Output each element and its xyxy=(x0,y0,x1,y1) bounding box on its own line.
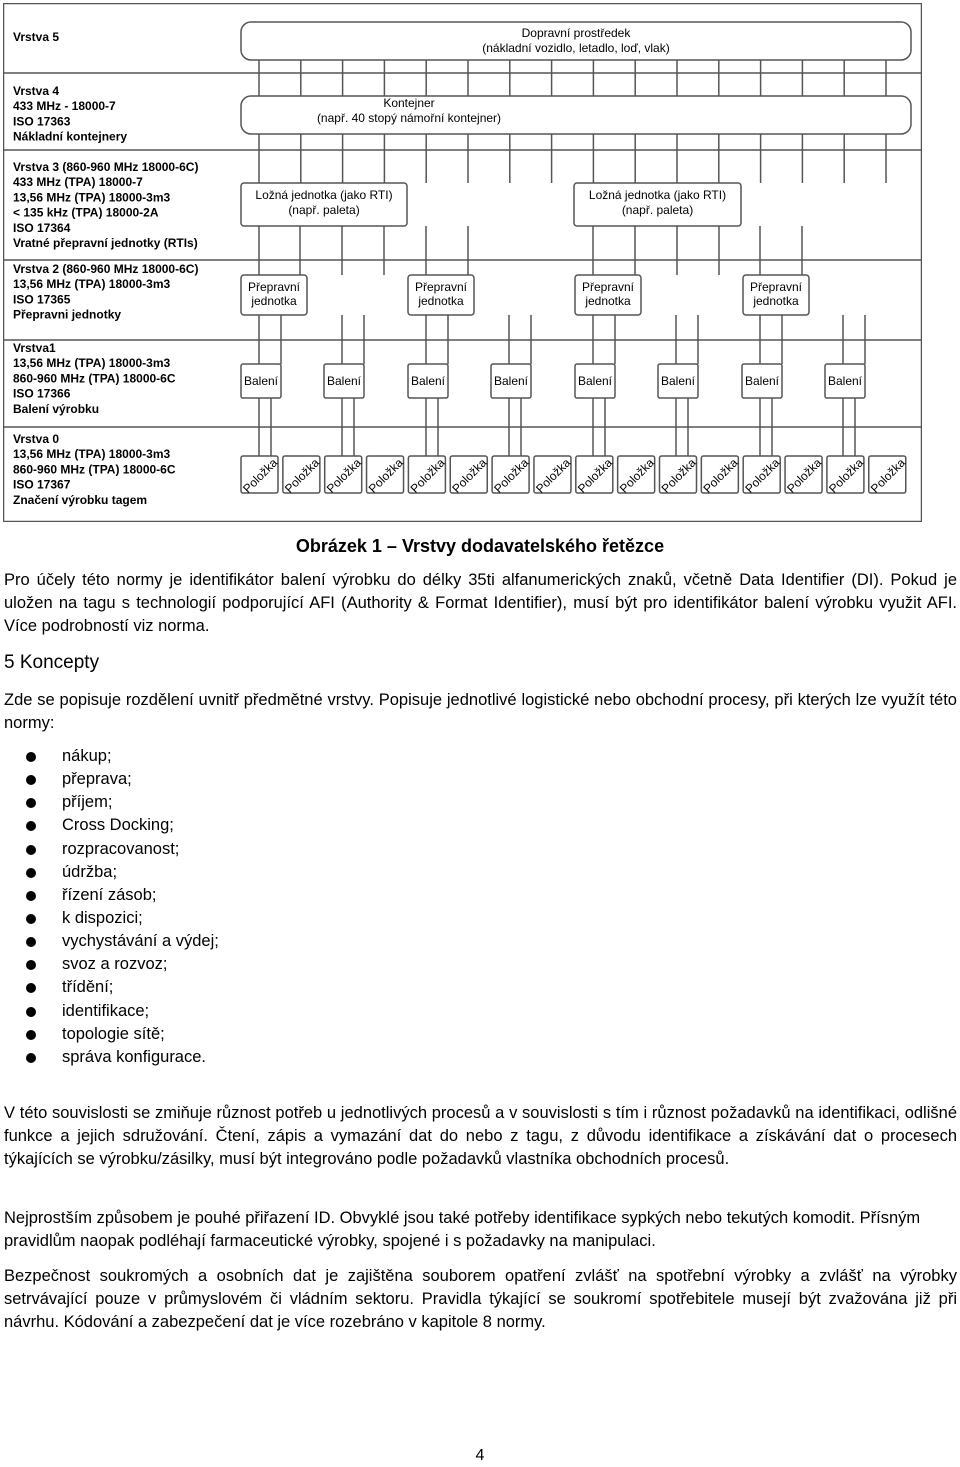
layer-label: Vrstva 5 xyxy=(13,30,60,44)
process-list xyxy=(24,745,219,1069)
bullet-dot-icon xyxy=(26,1053,36,1063)
bullet-dot-icon xyxy=(26,775,36,785)
figure-caption: Obrázek 1 – Vrstvy dodavatelského řetězce xyxy=(295,536,665,556)
load-unit-detail-label: (např. paleta) xyxy=(288,203,360,217)
supply-chain-layers-diagram xyxy=(3,3,922,522)
transport-unit-detail-label: jednotka xyxy=(753,294,799,308)
body-paragraph-3: Bezpečnost soukromých a osobních dat je zajištěna souborem opatření zvlášť na spotřební výrobky a zvlášť na výrobky setrvávající pouze v průmyslovém či vládním sektoru. Pravidla týkající se soukromí spotřebitele musejí být zvažována již při návrhu. Kódování a zabezpečení dat je více rozebráno v kapitole 8 normy. xyxy=(4,1267,957,1332)
body-paragraph-1: V této souvislosti se zmiňuje různost potřeb u jednotlivých procesů a v souvislosti s tím i různost požadavků na identifikaci, odlišné funkce a jejich sdružování. Čtení, zápis a vymazání dat do nebo z tagu, z důvodu identifikace a získávání dat o procesech týkajících se výrobku/zásilky, musí být integrováno podle požadavků vlastníka obchodních procesů. xyxy=(4,1104,957,1169)
package-label: Balení xyxy=(326,374,362,388)
bullet-dot-icon xyxy=(26,1007,36,1017)
bullet-dot-icon xyxy=(26,1030,36,1040)
layer-label: ISO 17363 xyxy=(13,114,71,129)
load-unit-detail-label: (např. paleta) xyxy=(621,203,694,217)
list-item: řízení zásob; xyxy=(24,884,219,907)
package-label: Balení xyxy=(243,374,279,388)
layer-label: ISO 17366 xyxy=(13,386,71,401)
layer-label: < 135 kHz (TPA) 18000-2A xyxy=(13,205,159,220)
transport-vehicle-detail-label: (nákladní vozidlo, letadlo, loď, vlak) xyxy=(482,41,670,55)
item-label: Položka xyxy=(574,455,616,496)
section-intro-paragraph: Zde se popisuje rozdělení uvnitř předmětné vrstvy. Popisuje jednotlivé logistické nebo obchodní procesy, při kterých lze využít této normy: xyxy=(4,691,957,733)
layer-label: 433 MHz - 18000-7 xyxy=(13,99,116,114)
layer-label: 13,56 MHz (TPA) 18000-3m3 xyxy=(13,190,171,205)
bullet-dot-icon xyxy=(26,821,36,831)
item-label: Položka xyxy=(867,455,909,496)
load-unit-label: Ložná jednotka (jako RTI) xyxy=(588,188,727,202)
item-label: Položka xyxy=(533,455,574,496)
transport-unit-detail-label: jednotka xyxy=(418,294,464,308)
layer-label: Vrstva 2 (860-960 MHz 18000-6C) xyxy=(13,262,199,276)
list-item: topologie sítě; xyxy=(24,1023,219,1046)
list-item: identifikace; xyxy=(24,1000,219,1023)
container-label: Kontejner xyxy=(383,96,435,110)
package-label: Balení xyxy=(410,374,446,388)
container-detail-label: (např. 40 stopý námořní kontejner) xyxy=(316,111,502,125)
item-label: Položka xyxy=(449,455,490,496)
item-label: Položka xyxy=(491,455,532,496)
layer-label: Balení výrobku xyxy=(13,401,100,416)
layer-label: 13,56 MHz (TPA) 18000-3m3 xyxy=(13,277,171,292)
bullet-dot-icon xyxy=(26,798,36,808)
list-item: třídění; xyxy=(24,976,219,999)
package-label: Balení xyxy=(744,374,780,388)
item-label: Položka xyxy=(784,455,825,496)
bullet-dot-icon xyxy=(26,960,36,970)
bullet-dot-icon xyxy=(26,752,36,762)
item-label: Položka xyxy=(323,455,364,496)
body-paragraph-2: Nejprostším způsobem je pouhé přiřazení ID. Obvyklé jsou také potřeby identifikace sypkých nebo tekutých komodit. Přísným pravidlům naopak podléhají farmaceutické výrobky, spojené i s požadavky na manipulaci. xyxy=(4,1209,921,1251)
list-item: nákup; xyxy=(24,745,219,768)
item-label: Položka xyxy=(365,455,406,496)
layer-label: 13,56 MHz (TPA) 18000-3m3 xyxy=(13,356,171,371)
layer-label: ISO 17364 xyxy=(13,220,71,235)
list-item: rozpracovanost; xyxy=(24,838,219,861)
load-unit-label: Ložná jednotka (jako RTI) xyxy=(255,188,393,202)
item-label: Položka xyxy=(658,455,699,496)
transport-unit-detail-label: jednotka xyxy=(251,294,297,308)
list-item: Cross Docking; xyxy=(24,814,219,837)
list-item: k dispozici; xyxy=(24,907,219,930)
transport-unit-label: Přepravní xyxy=(749,280,803,294)
section-heading: 5 Koncepty xyxy=(4,652,100,673)
list-item: příjem; xyxy=(24,791,219,814)
layer-label: Vrstva 3 (860-960 MHz 18000-6C) xyxy=(13,160,199,174)
transport-unit-label: Přepravní xyxy=(414,280,468,294)
item-label: Položka xyxy=(742,455,783,496)
bullet-dot-icon xyxy=(26,937,36,947)
item-label: Položka xyxy=(282,455,323,496)
bullet-dot-icon xyxy=(26,868,36,878)
layer-label: 433 MHz (TPA) 18000-7 xyxy=(13,175,143,190)
layer-label: Značení výrobku tagem xyxy=(13,492,148,507)
list-item: vychystávání a výdej; xyxy=(24,930,219,953)
package-label: Balení xyxy=(577,374,613,388)
layer-label: ISO 17365 xyxy=(13,292,71,307)
page-number: 4 xyxy=(475,1447,485,1464)
layer-label: Vrstva1 xyxy=(13,341,56,355)
bullet-dot-icon xyxy=(26,914,36,924)
list-item: údržba; xyxy=(24,861,219,884)
item-label: Položka xyxy=(240,455,281,496)
transport-unit-label: Přepravní xyxy=(247,280,301,294)
layer-label: 860-960 MHz (TPA) 18000-6C xyxy=(13,371,176,386)
bullet-dot-icon xyxy=(26,845,36,855)
layer-label: Vrstva 0 xyxy=(13,432,60,446)
item-label: Položka xyxy=(700,455,741,496)
list-item: svoz a rozvoz; xyxy=(24,953,219,976)
item-label: Položka xyxy=(407,455,448,496)
transport-unit-label: Přepravní xyxy=(581,280,635,294)
layer-label: Přepravni jednotky xyxy=(13,307,122,322)
intro-paragraph: Pro účely této normy je identifikátor balení výrobku do délky 35ti alfanumerických znaků, včetně Data Identifier (DI). Pokud je uložen na tagu s technologií podporující AFI (Authority & Format Identifier), musí být pro identifikátor balení výrobku využit AFI. Více podrobností viz norma. xyxy=(4,571,957,636)
layer-label: Vrstva 4 xyxy=(13,84,60,98)
transport-vehicle-label: Dopravní prostředek xyxy=(521,26,631,40)
layer-label: 13,56 MHz (TPA) 18000-3m3 xyxy=(13,447,171,462)
list-item: správa konfigurace. xyxy=(24,1046,219,1069)
layer-label: 860-960 MHz (TPA) 18000-6C xyxy=(13,462,176,477)
package-label: Balení xyxy=(660,374,696,388)
layer-label: Nákladní kontejnery xyxy=(13,129,128,144)
package-label: Balení xyxy=(827,374,863,388)
item-label: Položka xyxy=(826,455,867,496)
item-label: Položka xyxy=(616,455,657,496)
layer-label: Vratné přepravní jednotky (RTIs) xyxy=(13,236,198,250)
layer-label: ISO 17367 xyxy=(13,477,71,492)
list-item: přeprava; xyxy=(24,768,219,791)
package-label: Balení xyxy=(493,374,529,388)
bullet-dot-icon xyxy=(26,891,36,901)
transport-unit-detail-label: jednotka xyxy=(585,294,631,308)
bullet-dot-icon xyxy=(26,983,36,993)
